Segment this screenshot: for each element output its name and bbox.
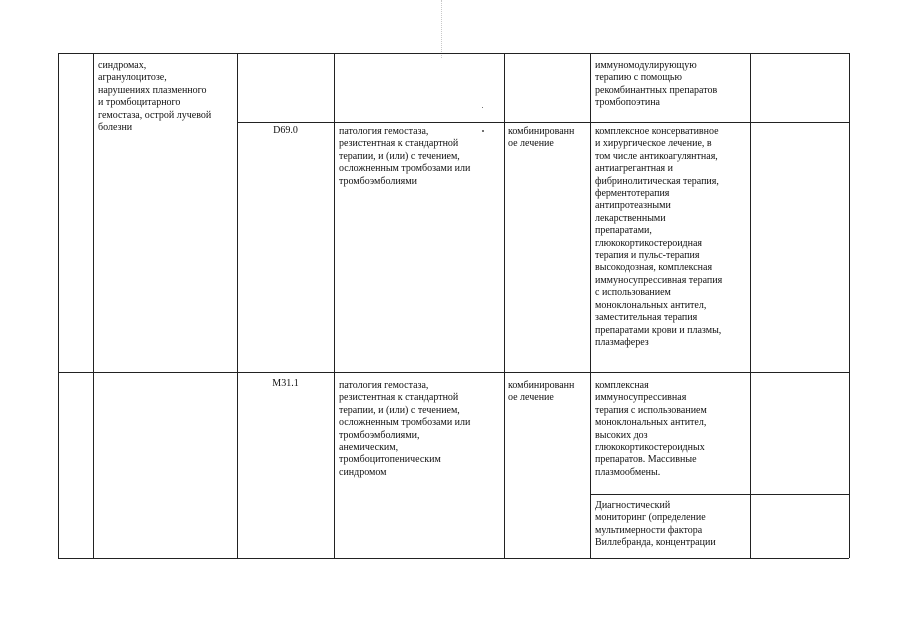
cell-divider (590, 494, 849, 495)
column-divider (93, 53, 94, 558)
row-divider (237, 122, 849, 123)
treatment-type-cell: комбинированн ое лечение (508, 380, 575, 404)
column-divider (750, 53, 751, 558)
patient-model-cell: патология гемостаза, резистентная к стандартной терапии, и (или) с течением, осложненным тромбозами или тромбоэмболиями (339, 126, 471, 187)
treatment-method-cell: иммуномодулирующую терапию с помощью рекомбинантных препаратов тромбопоэтина (595, 60, 718, 109)
column-divider (590, 53, 591, 558)
page-fold-line (441, 0, 442, 58)
treatment-method-cell: комплексное консервативное и хирургическое лечение, в том числе антикоагулянтная, антиагрегантная и фибринолитическая терапия, ферментотерапия антипротеазными лекарственными препаратами, глюкокортикостероидная терапия и пульс-терапия высокодозная, комплексная иммуносупрессивная терапия с использованием моноклональных антител, заместительная терапия препаратами крови и плазмы, плазмаферез (595, 126, 723, 348)
scan-speck (482, 107, 483, 108)
patient-model-cell: патология гемостаза, резистентная к стандартной терапии, и (или) с течением, осложненным тромбозами или тромбоэмболиями, анемическим, тромбоцитопеническим синдромом (339, 380, 471, 478)
row-divider (58, 372, 849, 373)
icd-code-cell: D69.0 (273, 125, 298, 136)
treatment-type-cell: комбинированн ое лечение (508, 126, 575, 150)
column-divider (504, 53, 505, 558)
column-divider (334, 53, 335, 558)
treatment-method-cell: комплексная иммуносупрессивная терапия с использованием моноклональных антител, высоких доз глюкокортикостероидных препаратов. Массивные плазмообмены. (595, 380, 707, 478)
scan-speck (482, 130, 484, 132)
table-border-top (58, 53, 849, 54)
table-border-bottom (58, 558, 849, 559)
diagnostic-monitoring-cell: Диагностический мониторинг (определение мультимерности фактора Виллебранда, концентрации (595, 500, 716, 549)
table-border-right (849, 53, 850, 558)
icd-code-cell: M31.1 (272, 378, 299, 389)
disease-group-cell: синдромах, агранулоцитозе, нарушениях плазменного и тромбоцитарного гемостаза, острой лучевой болезни (98, 60, 212, 134)
table-border-left (58, 53, 59, 558)
